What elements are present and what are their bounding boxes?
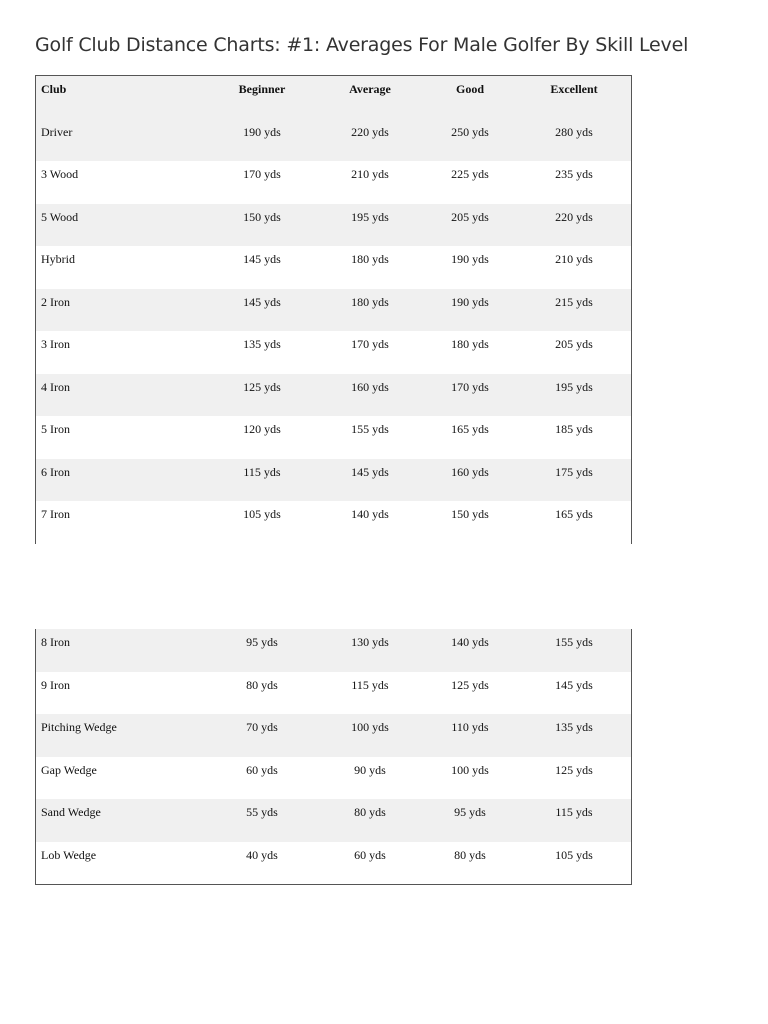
- good-cell: 160 yds: [451, 464, 489, 479]
- beginner-cell: 55 yds: [246, 805, 278, 819]
- average-cell: 140 yds: [351, 507, 389, 521]
- club-cell: 4 Iron: [41, 379, 70, 394]
- average-cell: 170 yds: [351, 337, 389, 351]
- beginner-cell: 145 yds: [243, 252, 281, 266]
- average-cell: 145 yds: [351, 464, 389, 479]
- table-row: [36, 246, 631, 289]
- beginner-cell: 125 yds: [243, 379, 281, 394]
- good-cell: 190 yds: [451, 252, 489, 266]
- beginner-cell: 145 yds: [243, 294, 281, 309]
- average-cell: 180 yds: [351, 294, 389, 309]
- table-row: [36, 757, 631, 800]
- table-row: [36, 799, 631, 842]
- club-cell: 6 Iron: [41, 464, 70, 479]
- excellent-cell: 105 yds: [555, 847, 593, 862]
- beginner-cell: 190 yds: [243, 124, 281, 139]
- excellent-cell: 185 yds: [555, 422, 593, 436]
- excellent-cell: 135 yds: [555, 720, 593, 734]
- good-cell: 205 yds: [451, 209, 489, 224]
- header-club: Club: [41, 82, 67, 96]
- table-row: [36, 289, 631, 332]
- excellent-cell: 215 yds: [555, 294, 593, 309]
- club-cell: 7 Iron: [41, 507, 70, 521]
- excellent-cell: 210 yds: [555, 252, 593, 266]
- beginner-cell: 150 yds: [243, 209, 281, 224]
- club-cell: 3 Wood: [41, 167, 79, 181]
- average-cell: 115 yds: [351, 677, 389, 692]
- good-cell: 150 yds: [451, 507, 489, 521]
- excellent-cell: 205 yds: [555, 337, 593, 351]
- excellent-cell: 175 yds: [555, 464, 593, 479]
- beginner-cell: 115 yds: [243, 464, 281, 479]
- club-cell: 2 Iron: [41, 294, 70, 309]
- average-cell: 155 yds: [351, 422, 389, 436]
- average-cell: 195 yds: [351, 209, 389, 224]
- excellent-cell: 165 yds: [555, 507, 593, 521]
- club-cell: Hybrid: [41, 252, 75, 266]
- average-cell: 100 yds: [351, 720, 389, 734]
- club-cell: 5 Iron: [41, 422, 70, 436]
- table-row: [36, 459, 631, 502]
- excellent-cell: 115 yds: [555, 805, 593, 819]
- table-row: [36, 204, 631, 247]
- good-cell: 140 yds: [451, 635, 489, 649]
- beginner-cell: 80 yds: [246, 677, 278, 692]
- distance-table-part-1: [35, 75, 632, 544]
- club-cell: Sand Wedge: [41, 805, 101, 819]
- good-cell: 170 yds: [451, 379, 489, 394]
- beginner-cell: 60 yds: [246, 762, 278, 777]
- club-cell: 8 Iron: [41, 635, 70, 649]
- average-cell: 80 yds: [354, 805, 386, 819]
- table-row: [36, 374, 631, 417]
- excellent-cell: 195 yds: [555, 379, 593, 394]
- excellent-cell: 125 yds: [555, 762, 593, 777]
- excellent-cell: 155 yds: [555, 635, 593, 649]
- club-cell: Gap Wedge: [41, 762, 97, 777]
- good-cell: 225 yds: [451, 167, 489, 181]
- distance-table-part-2: [35, 629, 632, 885]
- good-cell: 95 yds: [454, 805, 486, 819]
- excellent-cell: 280 yds: [555, 124, 593, 139]
- club-cell: Driver: [41, 124, 73, 139]
- average-cell: 220 yds: [351, 124, 389, 139]
- club-cell: 9 Iron: [41, 677, 70, 692]
- average-cell: 160 yds: [351, 379, 389, 394]
- club-cell: 5 Wood: [41, 209, 79, 224]
- table-body-part-1: [36, 119, 631, 544]
- page-title: Golf Club Distance Charts: #1: Averages For Male Golfer By Skill Level: [35, 34, 689, 56]
- excellent-cell: 145 yds: [555, 677, 593, 692]
- beginner-cell: 135 yds: [243, 337, 281, 351]
- good-cell: 190 yds: [451, 294, 489, 309]
- table-header-row: [36, 76, 631, 119]
- beginner-cell: 95 yds: [246, 635, 278, 649]
- table-row: [36, 119, 631, 162]
- excellent-cell: 220 yds: [555, 209, 593, 224]
- average-cell: 210 yds: [351, 167, 389, 181]
- table-body-part-2: [36, 629, 631, 884]
- table-row: [36, 416, 631, 459]
- average-cell: 130 yds: [351, 635, 389, 649]
- good-cell: 165 yds: [451, 422, 489, 436]
- beginner-cell: 120 yds: [243, 422, 281, 436]
- table-row: [36, 672, 631, 715]
- table-row: [36, 714, 631, 757]
- good-cell: 100 yds: [451, 762, 489, 777]
- beginner-cell: 70 yds: [246, 720, 278, 734]
- excellent-cell: 235 yds: [555, 167, 593, 181]
- beginner-cell: 170 yds: [243, 167, 281, 181]
- header-average: Average: [349, 82, 391, 96]
- good-cell: 180 yds: [451, 337, 489, 351]
- table-row: [36, 331, 631, 374]
- table-row: [36, 629, 631, 672]
- club-cell: Pitching Wedge: [41, 720, 117, 734]
- table-row: [36, 161, 631, 204]
- header-beginner: Beginner: [238, 82, 286, 96]
- average-cell: 180 yds: [351, 252, 389, 266]
- club-cell: Lob Wedge: [41, 847, 97, 862]
- table-row: [36, 842, 631, 885]
- beginner-cell: 40 yds: [246, 847, 278, 862]
- table-row: [36, 501, 631, 544]
- average-cell: 60 yds: [354, 847, 386, 862]
- club-cell: 3 Iron: [41, 337, 70, 351]
- good-cell: 80 yds: [454, 847, 486, 862]
- beginner-cell: 105 yds: [243, 507, 281, 521]
- header-good: Good: [455, 82, 484, 96]
- good-cell: 110 yds: [451, 720, 489, 734]
- average-cell: 90 yds: [354, 762, 386, 777]
- good-cell: 250 yds: [451, 124, 489, 139]
- header-excellent: Excellent: [550, 82, 598, 96]
- good-cell: 125 yds: [451, 677, 489, 692]
